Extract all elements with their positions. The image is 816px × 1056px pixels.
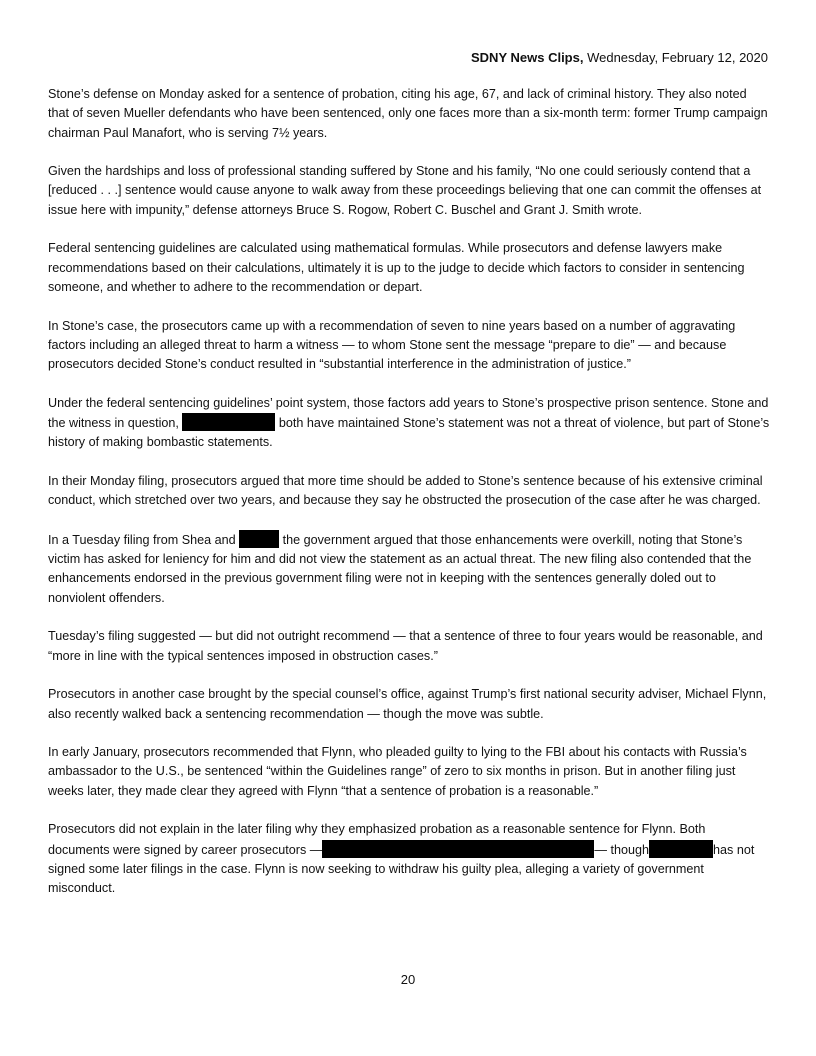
paragraph-7 (48, 530, 770, 608)
paragraph-8: Tuesday’s filing suggested — but did not outright recommend — that a sentence of three to four years would be reasonable, and “more in line with the typical sentences imposed in obstruction cases.” (48, 629, 763, 663)
publication-name: SDNY News Clips, (471, 50, 584, 65)
paragraph-7-part-2: the government argued that those enhancements were overkill, noting that Stone’s victim has asked for leniency for him and did not view the statement as an actual threat. The new filing also contended that the enhancements endorsed in the previous government filing were not in keeping with the sentences generally doled out to nonviolent offenders. (48, 532, 752, 605)
paragraph-7-part-1: In a Tuesday filing from Shea and (48, 532, 240, 547)
redaction-block (322, 840, 594, 858)
paragraph-6: In their Monday filing, prosecutors argued that more time should be added to Stone’s sentence because of his extensive criminal conduct, which stretched over two years, and because they say he obstructed the prosecution of the case after he was charged. (48, 473, 763, 508)
paragraph-5-part-2: both have maintained Stone’s statement was not a threat of violence, but part of Stone’s history of making bombastic statements. (48, 416, 770, 450)
paragraph-2: Given the hardships and loss of professional standing suffered by Stone and his family, “No one could seriously contend that a [reduced . . .] sentence would cause anyone to walk away from these proceedings believing that one can commit the offenses at issue here with impunity,” defense attorneys Bruce S. Rogow, Robert C. Buschel and Grant J. Smith wrote. (48, 164, 762, 217)
paragraph-11-part-1: Prosecutors did not explain in the later filing why they emphasized probation as a reasonable sentence for Flynn. Both documents were signed by career prosecutors — (48, 822, 706, 857)
page-number: 20 (400, 972, 416, 987)
paragraph-5 (48, 394, 770, 453)
redaction-block (182, 413, 275, 431)
page-header (471, 50, 768, 66)
paragraph-1: Stone’s defense on Monday asked for a sentence of probation, citing his age, 67, and lack of criminal history. They also noted that of seven Mueller defendants who have been sentenced, only one faces more than a six-month term: former Trump campaign chairman Paul Manafort, who is serving 7½ years. (48, 87, 768, 140)
paragraph-11-part-3: has not signed some later filings in the case. Flynn is now seeking to withdraw his guilty plea, alleging a variety of government misconduct. (48, 842, 755, 896)
paragraph-4: In Stone’s case, the prosecutors came up with a recommendation of seven to nine years based on a number of aggravating factors including an alleged threat to harm a witness — to whom Stone sent the message “prepare to die” — and because prosecutors decided Stone’s conduct resulted in “substantial interference in the administration of justice.” (48, 318, 736, 372)
paragraph-11-part-2: — though (594, 842, 650, 857)
paragraph-3: Federal sentencing guidelines are calculated using mathematical formulas. While prosecutors and defense lawyers make recommendations based on their calculations, ultimately it is up to the judge to decide which factors to consider in sentencing someone, and whether to adhere to the recommendation or depart. (48, 241, 745, 294)
article-body (48, 85, 770, 918)
paragraph-5-part-1: Under the federal sentencing guidelines’ point system, those factors add years to Stone’s prospective prison sentence. Stone and the witness in question, (48, 395, 769, 431)
redaction-block (239, 530, 279, 548)
header-date: Wednesday, February 12, 2020 (583, 50, 768, 65)
redaction-block (649, 840, 713, 858)
paragraph-11 (48, 820, 770, 898)
paragraph-9: Prosecutors in another case brought by the special counsel’s office, against Trump’s first national security adviser, Michael Flynn, also recently walked back a sentencing recommendation — though the move was subtle. (48, 687, 767, 721)
paragraph-10: In early January, prosecutors recommended that Flynn, who pleaded guilty to lying to the FBI about his contacts with Russia’s ambassador to the U.S., be sentenced “within the Guidelines range” of zero to six months in prison. But in another filing just weeks later, they made clear they agreed with Flynn “that a sentence of probation is a reasonable.” (48, 745, 747, 798)
